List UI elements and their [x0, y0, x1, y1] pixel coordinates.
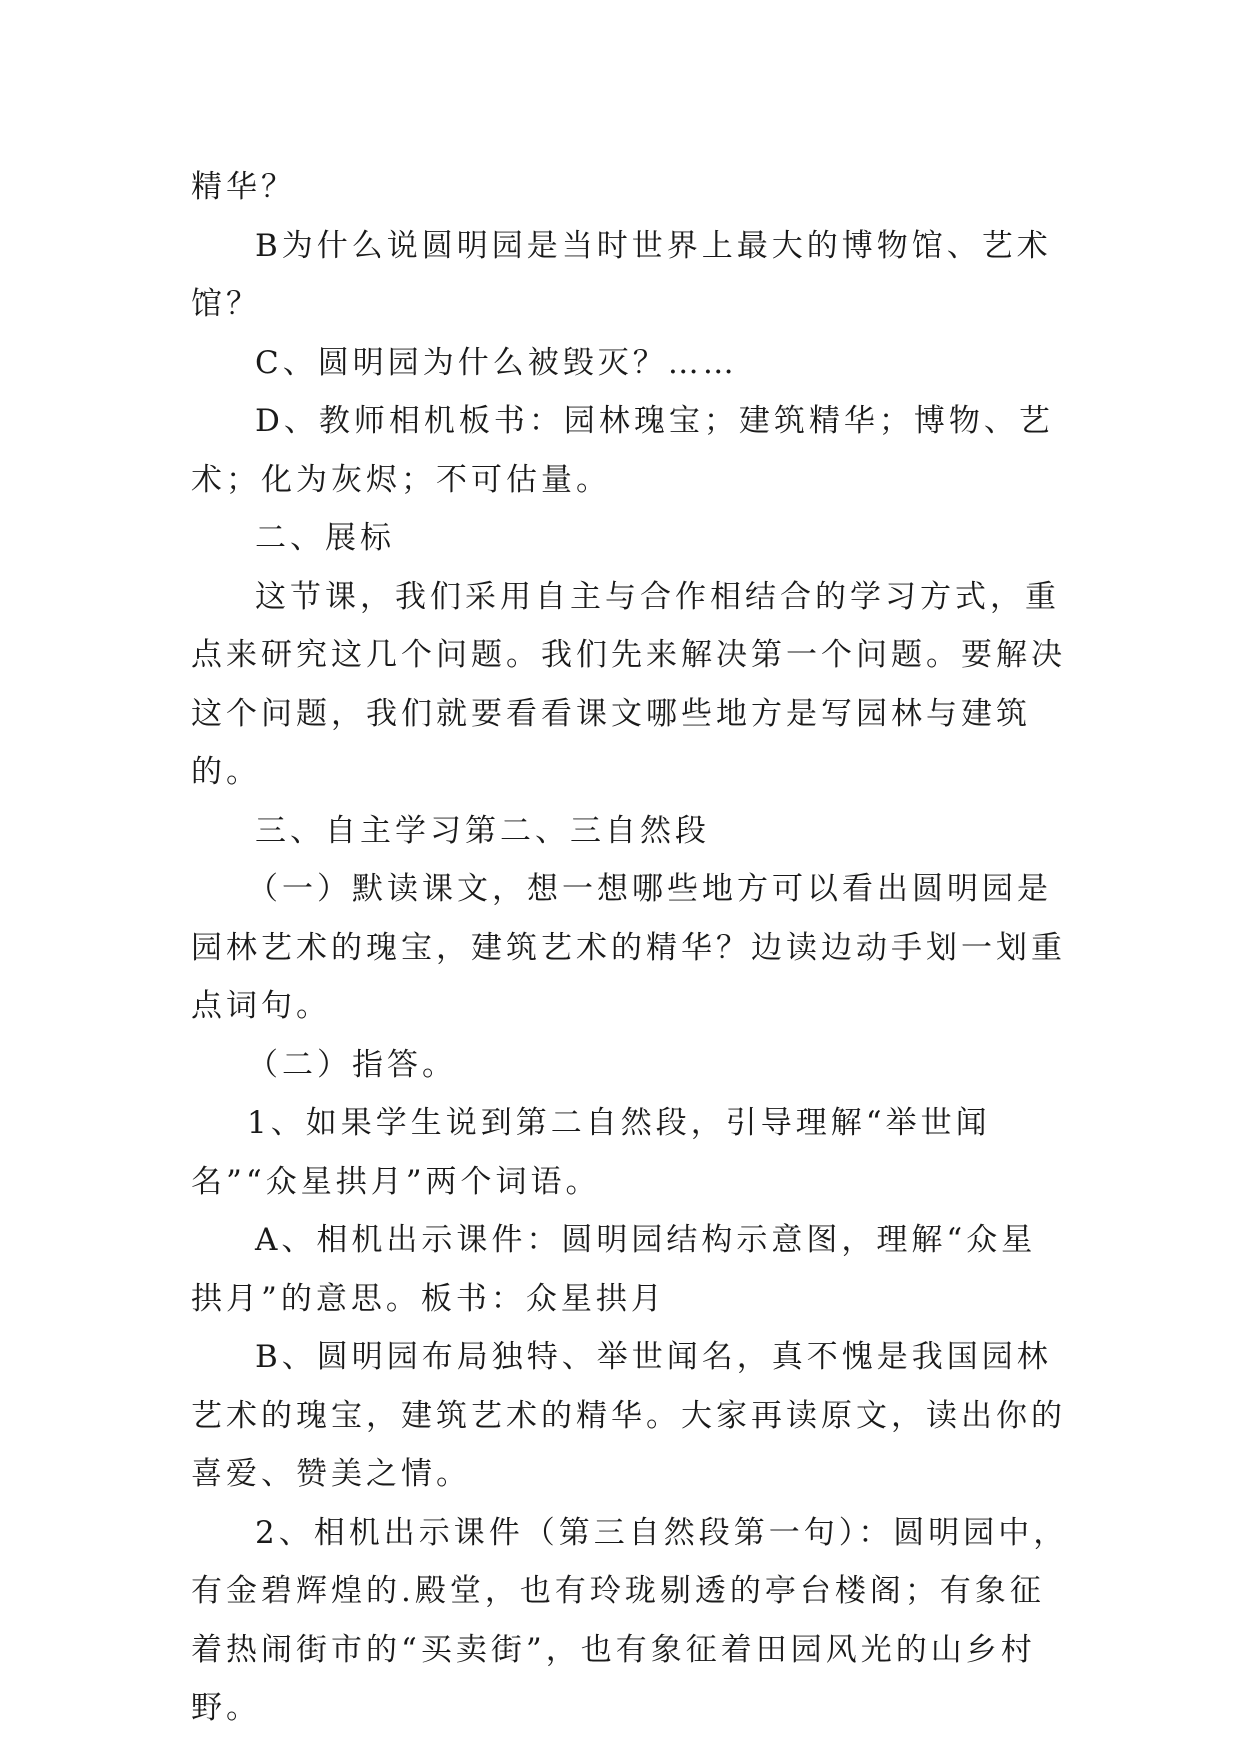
paragraph-question-c: C、圆明园为什么被毁灭？……	[255, 344, 738, 381]
paragraph-board-notes: D、教师相机板书：园林瑰宝；建筑精华；博物、艺术；化为灰烬；不可估量。	[191, 403, 1054, 498]
paragraph-intro: 这节课，我们采用自主与合作相结合的学习方式，重点来研究这几个问题。我们先来解决第一个问题。要解决这个问题，我们就要看看课文哪些地方是写园林与建筑的。	[191, 578, 1066, 790]
paragraph-question-b: B为什么说圆明园是当时世界上最大的博物馆、艺术馆？	[191, 227, 1052, 322]
section-heading-3: 三、自主学习第二、三自然段	[255, 812, 710, 849]
paragraph-continuation: 精华？	[191, 169, 296, 205]
document-body	[191, 158, 1071, 1738]
section-heading-2: 二、展标	[255, 520, 395, 556]
paragraph-step-1: （一）默读课文，想一想哪些地方可以看出圆明园是园林艺术的瑰宝，建筑艺术的精华？边读边动手划一划重点词句。	[191, 871, 1066, 1024]
paragraph-item-1: 1、如果学生说到第二自然段，引导理解“举世闻名”“众星拱月”两个词语。	[191, 1105, 991, 1200]
paragraph-item-1b: B、圆明园布局独特、举世闻名，真不愧是我国园林艺术的瑰宝，建筑艺术的精华。大家再读原文，读出你的喜爱、赞美之情。	[191, 1339, 1066, 1492]
paragraph-item-1a: A、相机出示课件：圆明园结构示意图，理解“众星拱月”的意思。板书：众星拱月	[191, 1222, 1037, 1317]
paragraph-step-2: （二）指答。	[247, 1046, 457, 1083]
paragraph-item-2: 2、相机出示课件（第三自然段第一句）：圆明园中，有金碧辉煌的.殿堂，也有玲珑剔透的亭台楼阁；有象征着热闹街市的“买卖街”，也有象征着田园风光的山乡村野。	[191, 1514, 1069, 1726]
